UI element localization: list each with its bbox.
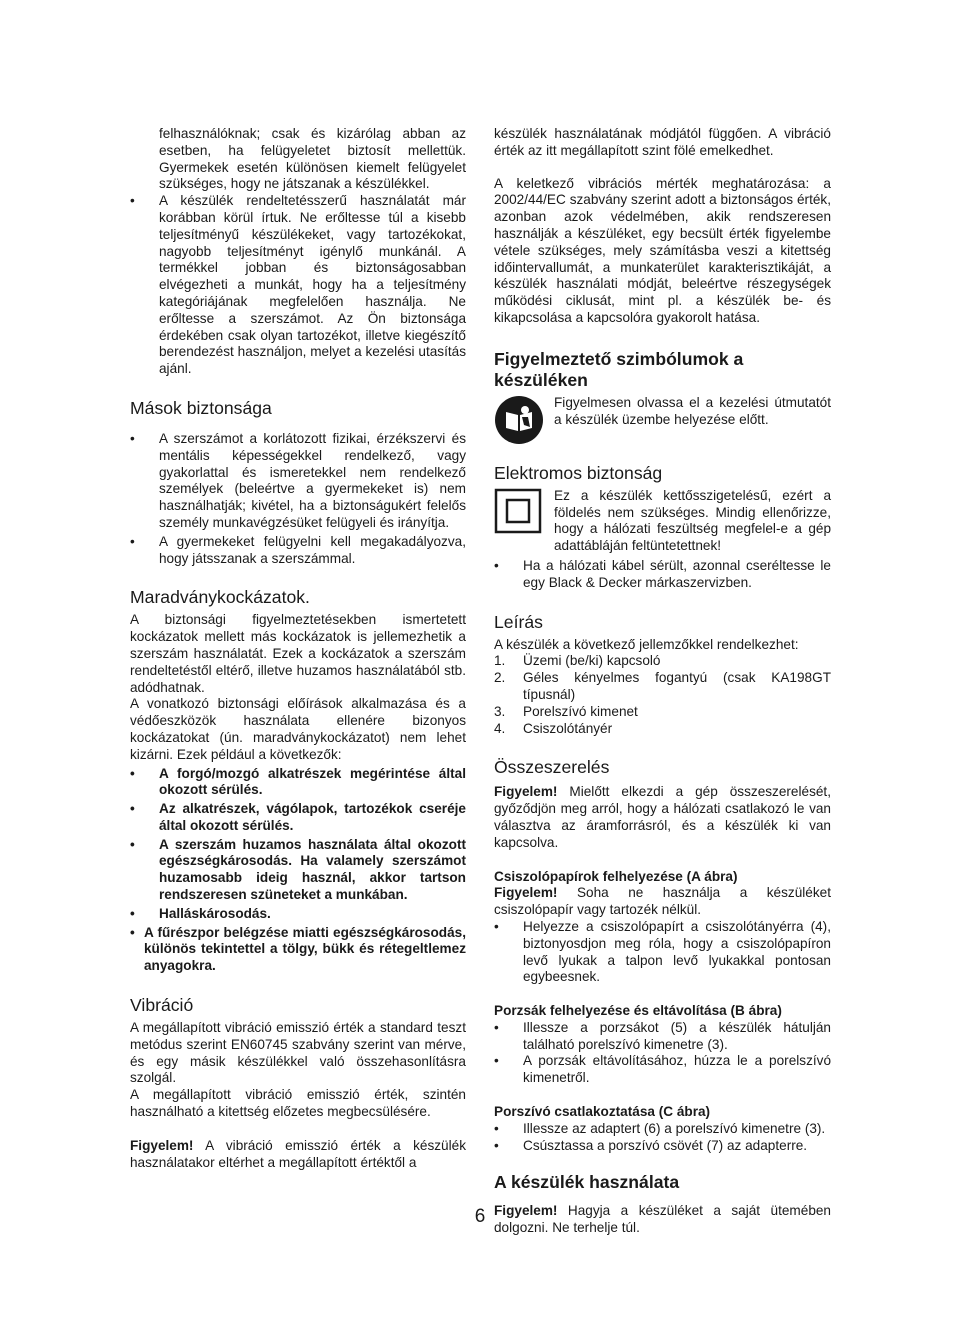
vibration-continued: készülék használatának módjától függően. A vibráció érték az itt megállapított szint fölé emelkedhet.: [494, 126, 831, 158]
intro-list: [130, 126, 466, 378]
warning-label: Figyelem!: [494, 784, 558, 800]
manual-symbol-text: Figyelmesen olvassa el a kezelési útmutatót a készülék üzembe helyezése előtt.: [554, 394, 831, 427]
residual-list: [130, 766, 466, 976]
list-item: • A szerszámot a korlátozott fizikai, érzékszervi és mentális képességekkel rendelkező, vagy gyakorlattal és ismeretekkel nem rendelkező személyek (beleértve a gyermekeket is) nem használhatják; kivétel, ha a biztonságukért felelős személy munkavégzésüket felügyeli és irányítja.: [130, 431, 466, 532]
list-item: [494, 653, 831, 670]
double-insulation-row: [494, 488, 831, 555]
use-heading: A készülék használata: [494, 1172, 680, 1193]
list-item: [494, 721, 831, 738]
description-intro: A készülék a következő jellemzőkkel rendelkezhet:: [494, 636, 799, 652]
others-safety-heading: Mások biztonsága: [130, 397, 272, 418]
item-text: Porelszívó kimenet: [523, 703, 638, 719]
list-item: [494, 670, 831, 704]
double-insulation-text: Ez a készülék kettősszigetelésű, ezért a földelés nem szükséges. Mindig ellenőrizze, hogy a hálózati feszültség megfelel-e a gép adattábláján feltüntetettnek!: [554, 487, 831, 554]
sanding-warning: [494, 885, 831, 919]
warning-label: Figyelem!: [494, 1203, 558, 1219]
manual-symbol-row: [494, 395, 831, 443]
assembly-heading: Összeszerelés: [494, 757, 610, 778]
vibration-exposure-para: A keletkező vibrációs mérték meghatározása: a 2002/44/EC szabvány szerint adott a biztonságos érték, azonban azok védelmében, akik rendszeresen használják a készüléket, egy becsült érték figyelembe vétele szükséges, mely számításba veszi a kitettség időintervallumát, a munkaterület karakterisztikáját, a készülék használati módját, beleértve részegységek működési ciklusát, mint pl. a készülék be- és kikapcsolása a kapcsolóra gyakorolt hatása.: [494, 175, 831, 325]
residual-heading: Maradványkockázatok.: [130, 587, 310, 608]
double-insulation-icon: [494, 488, 552, 536]
vacuum-list: [494, 1121, 831, 1155]
warning-text: Hagyja a készüléket a saját ütemében dolgozni. Ne terhelje túl.: [494, 1203, 831, 1236]
sanding-list: [494, 919, 831, 986]
warning-label: Figyelem!: [494, 885, 558, 901]
list-item: • A forgó/mozgó alkatrészek megérintése által okozott sérülés.: [130, 766, 466, 800]
item-number: 3.: [494, 703, 506, 719]
list-item: • A fűrészpor belégzése miatti egészségkárosodás, különös tekintettel a tölgy, bükk és rétegeltlemez anyagokra.: [130, 925, 466, 975]
list-item: • Illessze az adaptert (6) a porelszívó kimenetre (3).: [494, 1121, 831, 1138]
list-item: • Helyezze a csiszolópapírt a csiszolótányérra (4), biztonyosdjon meg róla, hogy a csiszolópapíron levő lyukak a talpon levő lyukakkal pontosan egybeesnek.: [494, 919, 831, 986]
item-text: Üzemi (be/ki) kapcsoló: [523, 653, 661, 669]
list-item: • Csúsztassa a porszívó csövét (7) az adapterre.: [494, 1138, 831, 1155]
residual-para-2: A vonatkozó biztonsági előírások alkalmazása és a védőeszközök használata ellenére bizonyos kockázatokat (ún. maradványkockázatot) nem lehet kizárni. Ezek például a következők:: [130, 696, 466, 762]
list-item: • A porzsák eltávolításához, húzza le a porelszívó kimenetről.: [494, 1053, 831, 1087]
vibration-para-1: A megállapított vibráció emisszió érték a standard teszt metódus szerint EN60745 szabvány szerint van mérve, és egy másik készülékkel való összehasonlításra szolgál.: [130, 1020, 466, 1086]
electrical-list: [494, 558, 831, 592]
sanding-heading: Csiszolópapírok felhelyezése (A ábra): [494, 868, 738, 884]
warning-text: Mielőtt elkezdi a gép összeszerelését, győződjön meg arról, hogy a hálózati csatlakozó le van választva az áramforrásról, és a készülék ki van kapcsolva.: [494, 784, 831, 850]
warning-symbols-heading: Figyelmeztető szimbólumok a készüléken: [494, 348, 744, 390]
description-heading: Leírás: [494, 611, 543, 632]
read-manual-icon: [494, 395, 552, 443]
list-item: felhasználóknak; csak és kizárólag abban az esetben, ha felügyeletet biztosít mellettük. Gyermekek esetén különösen kiemelt felügyelet szükséges, hogy ne játszanak a készülékkel.: [159, 126, 466, 192]
item-text: Géles kényelmes fogantyú (csak KA198GT típusnál): [523, 670, 831, 702]
item-text: Csiszolótányér: [523, 720, 613, 736]
list-item: • A szerszám huzamos használata által okozott egészségkárosodás. Ha valamely szerszámot huzamosabb ideig használ, akkor tartson rendszeresen szüneteket a munkában.: [130, 837, 466, 904]
description-list: [494, 653, 831, 737]
vibration-para-2: A megállapított vibráció emisszió érték, szintén használható a kitettség előzetes megbecsülésére.: [130, 1087, 466, 1120]
left-column: [130, 126, 466, 1171]
page-number: 6: [474, 1206, 486, 1227]
warning-text: A vibráció emisszió érték a készülék használatakor eltérhet a megállapított értéktől a: [130, 1137, 466, 1170]
warning-label: Figyelem!: [130, 1137, 194, 1153]
residual-para-1: A biztonsági figyelmeztetésekben ismertetett kockázatok mellett más kockázatok is jellemezhetik a szerszám használatát. Ezek a kockázatok a szerszám rendeltetéstől eltérő, illetve huzamos használatából stb. adódhatnak.: [130, 612, 466, 695]
list-item: • A gyermekeket felügyelni kell megakadályozva, hogy játsszanak a szerszámmal.: [130, 534, 466, 568]
dust-bag-list: [494, 1020, 831, 1087]
item-number: 4.: [494, 720, 506, 736]
vibration-heading: Vibráció: [130, 995, 194, 1016]
others-safety-list: [130, 431, 466, 567]
vibration-warning: [130, 1138, 466, 1172]
dust-bag-heading: Porzsák felhelyezése és eltávolítása (B ábra): [494, 1003, 782, 1019]
vacuum-heading: Porszívó csatlakoztatása (C ábra): [494, 1104, 711, 1120]
electrical-heading: Elektromos biztonság: [494, 462, 663, 483]
item-number: 2.: [494, 670, 506, 686]
list-item: • Az alkatrészek, vágólapok, tartozékok cseréje által okozott sérülés.: [130, 801, 466, 835]
item-number: 1.: [494, 653, 506, 669]
list-item: • A készülék rendeltetésszerű használatát már korábban körül írtuk. Ne erőltesse túl a kisebb teljesítményű készülékeket, vagy tartozékokat, nagyobb teljesítményt igénylő munkánál. A termékkel jobban és biztonságosabban elvégezheti a munkát, hogy ha a teljesítmény kategóriájának megfelelően használja. Ne erőltesse a szerszámot. Az Ön biztonsága érdekében csak olyan tartozékot, illetve kiegészítő berendezést használjon, melyet a kezelési utasítás ajánl.: [130, 193, 466, 378]
right-column: [494, 126, 831, 1237]
list-item: • Ha a hálózati kábel sérült, azonnal cseréltesse le egy Black & Decker márkaszervizben.: [494, 558, 831, 592]
list-item: [494, 704, 831, 721]
list-item: • Halláskárosodás.: [130, 906, 466, 923]
list-item: • Illessze a porzsákot (5) a készülék hátulján található porelszívó kimenetre (3).: [494, 1020, 831, 1054]
assembly-warning: [494, 784, 831, 851]
warning-text: Soha ne használja a készüléket csiszolópapír vagy tartozék nélkül.: [494, 885, 831, 918]
